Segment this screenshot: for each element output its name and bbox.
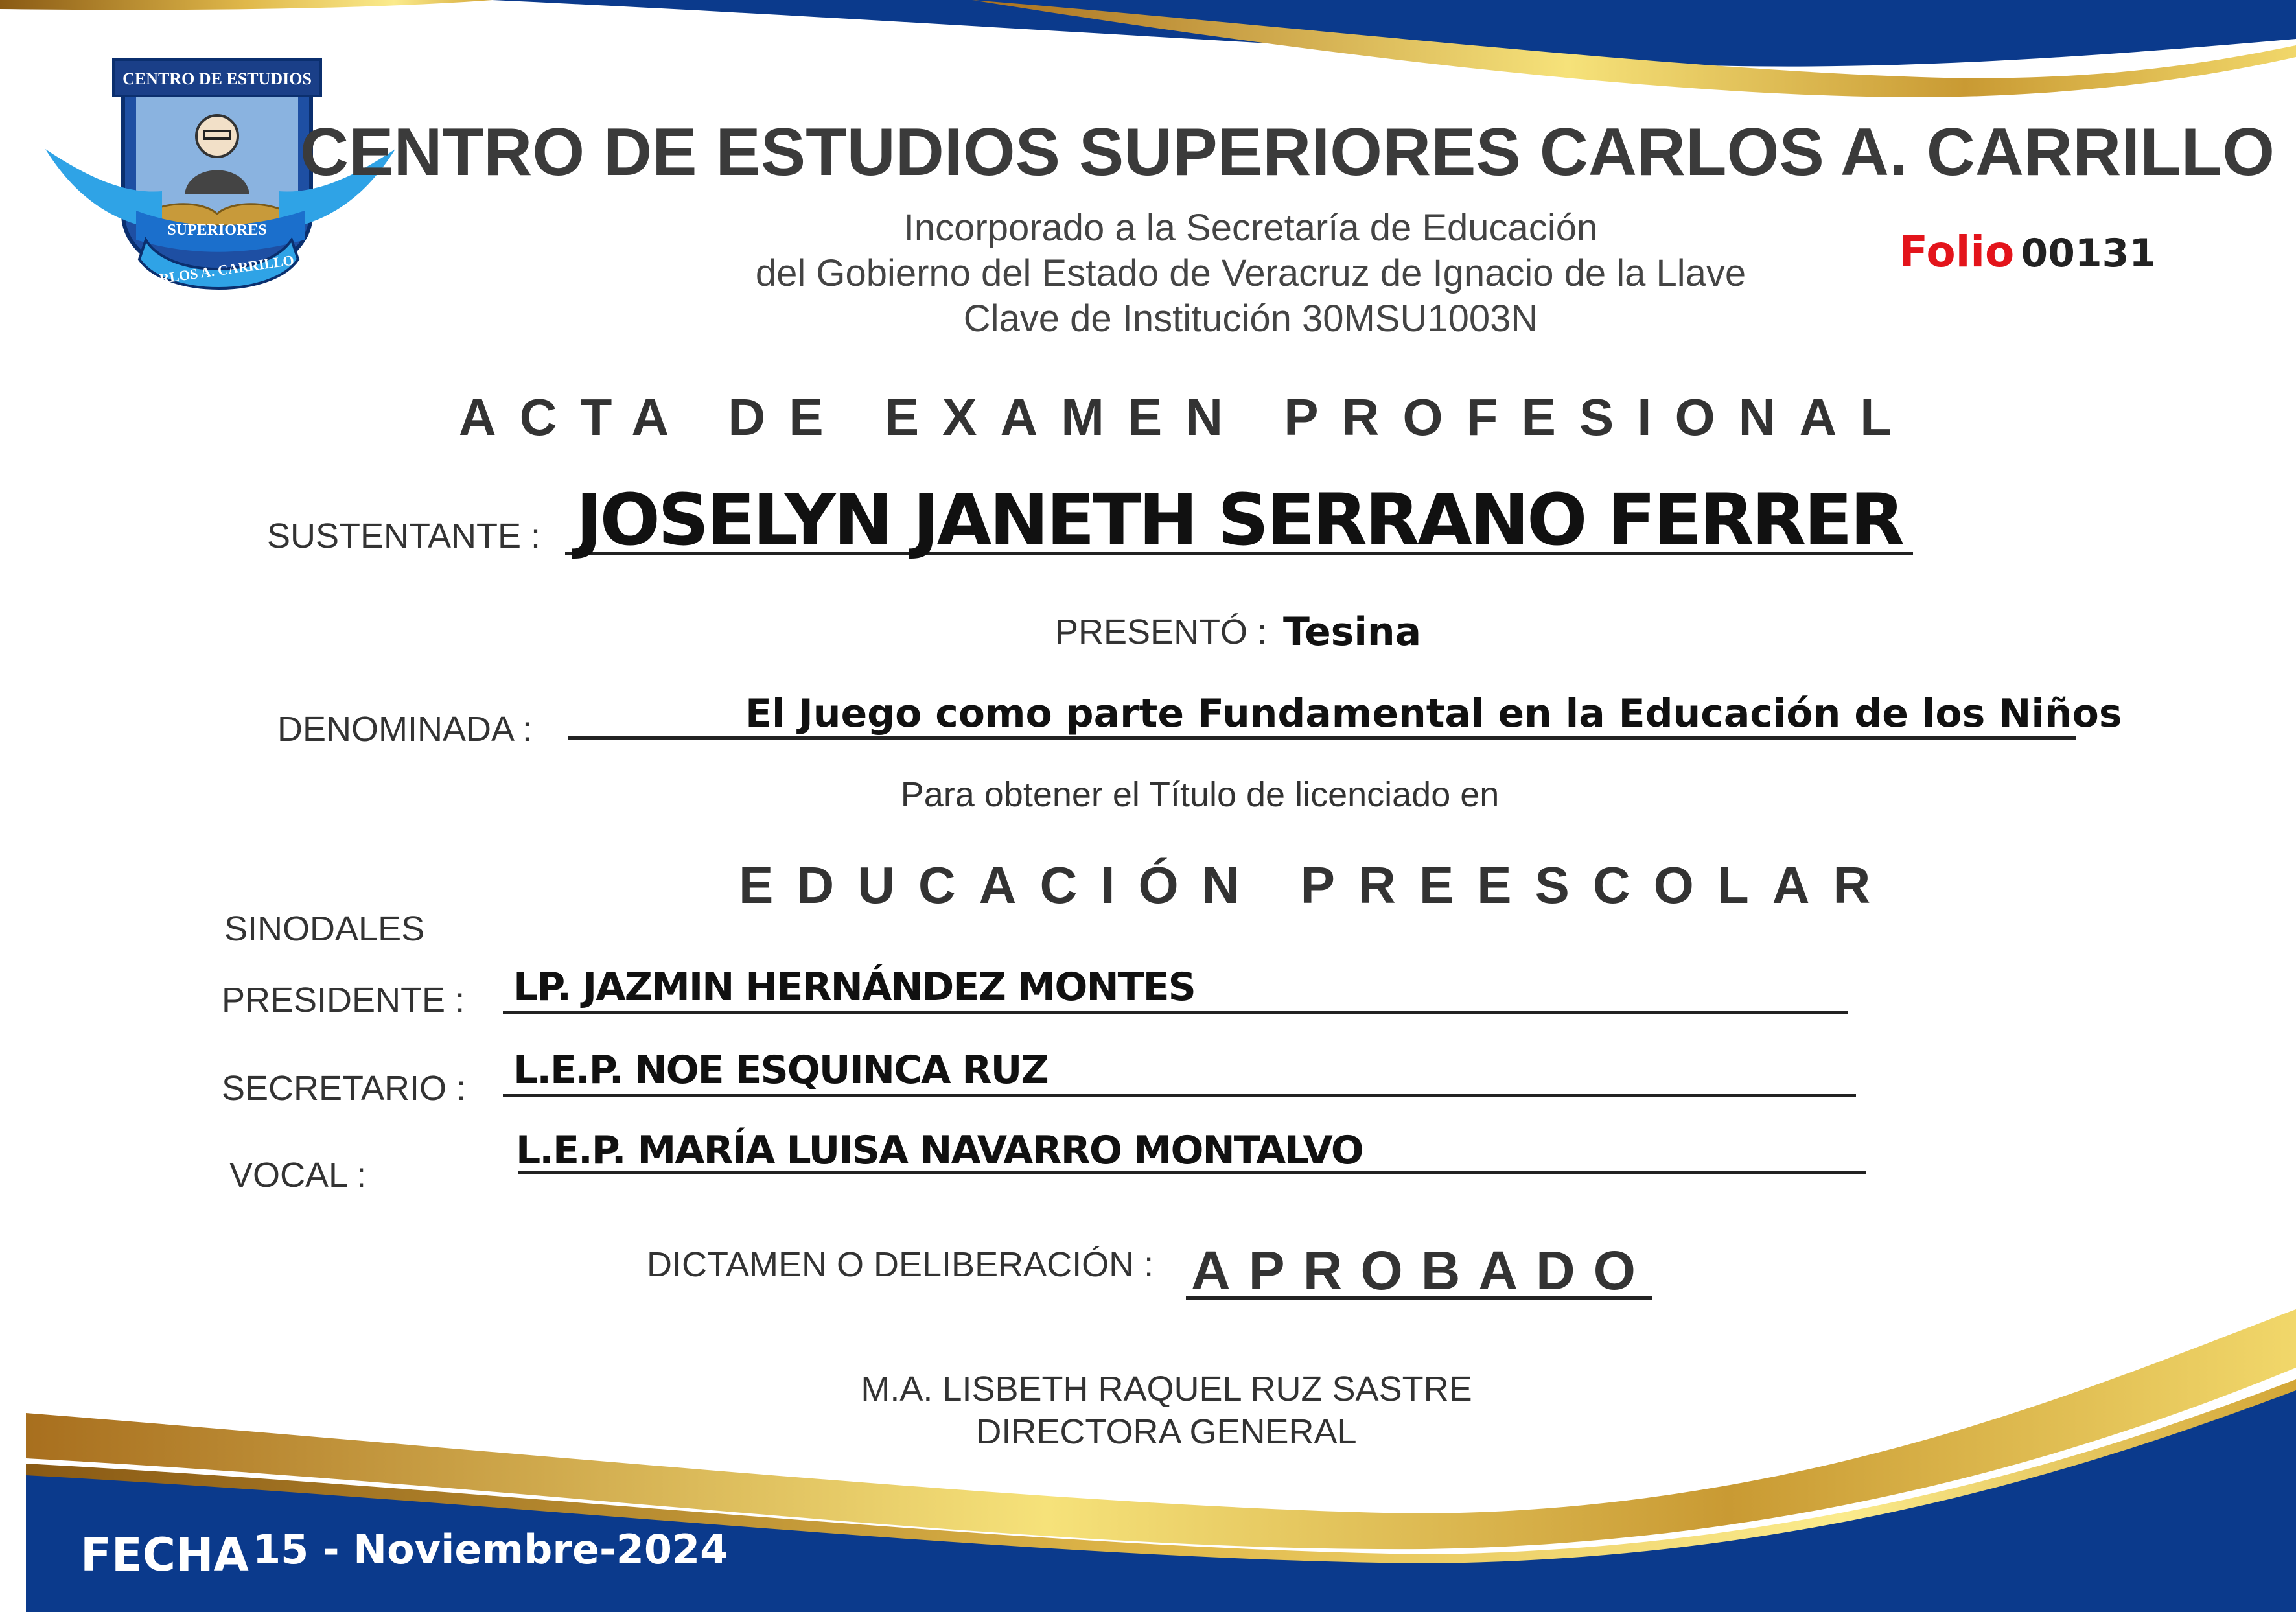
denominada-value: El Juego como parte Fundamental en la Educación de los Niños [745,691,2122,736]
denominada-line [568,736,2076,740]
folio-number: 00131 [2021,231,2157,276]
sustentante-name: JOSELYN JANETH SERRANO FERRER [575,478,1903,561]
titulo-text: Para obtener el Título de licenciado en [900,775,1500,814]
vocal-name: L.E.P. MARÍA LUISA NAVARRO MONTALVO [516,1128,1363,1173]
logo-ribbon-text: SUPERIORES [167,222,267,239]
institution-name: CENTRO DE ESTUDIOS SUPERIORES CARLOS A. CARRILLO [299,115,2275,190]
folio [1899,227,2156,277]
sinodales-heading: SINODALES [224,909,425,948]
denominada-label: DENOMINADA : [277,710,533,749]
signatory-position: DIRECTORA GENERAL [976,1412,1357,1451]
secretario-line [503,1094,1856,1097]
institution-key: Clave de Institución 30MSU1003N [963,298,1538,340]
secretario-label: SECRETARIO : [222,1069,467,1108]
presento-value: Tesina [1283,609,1422,655]
vocal-label: VOCAL : [229,1156,367,1195]
incorporation-line-1: Incorporado a la Secretaría de Educación [903,207,1598,249]
document-title: ACTA DE EXAMEN PROFESIONAL [458,388,1916,446]
presidente-line [503,1011,1848,1014]
presento-label: PRESENTÓ : [1055,613,1268,651]
incorporation-line-2: del Gobierno del Estado de Veracruz de Ignacio de la Llave [755,252,1746,294]
dictamen-value: APROBADO [1191,1240,1654,1301]
fecha-value: 15 - Noviembre-2024 [253,1526,728,1573]
sustentante-label: SUSTENTANTE : [267,517,541,555]
fecha-label: FECHA [80,1528,249,1582]
presidente-name: LP. JAZMIN HERNÁNDEZ MONTES [513,964,1195,1010]
logo-bottom-text: CARLOS A. CARRILLO [137,251,296,290]
presidente-label: PRESIDENTE : [222,981,465,1020]
dictamen-label: DICTAMEN O DELIBERACIÓN : [647,1245,1154,1284]
carrera: EDUCACIÓN PREESCOLAR [739,856,1894,914]
signatory-name: M.A. LISBETH RAQUEL RUZ SASTRE [861,1370,1472,1408]
logo-top-text: CENTRO DE ESTUDIOS [122,69,312,88]
secretario-name: L.E.P. NOE ESQUINCA RUZ [513,1047,1048,1093]
folio-label: Folio [1899,227,2015,277]
